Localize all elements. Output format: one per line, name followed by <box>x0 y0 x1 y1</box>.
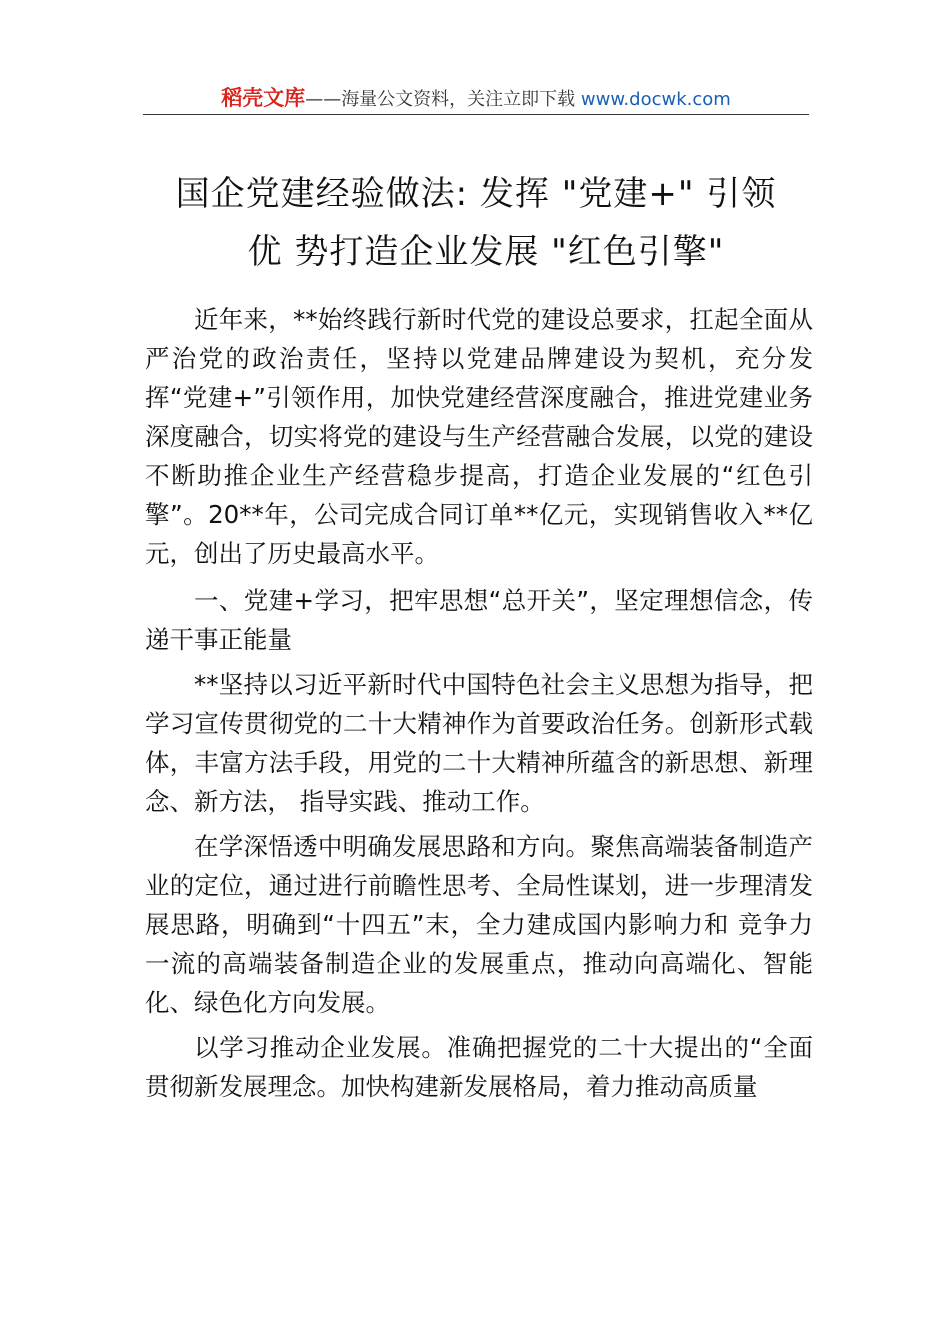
paragraph-2: **坚持以习近平新时代中国特色社会主义思想为指导，把学习宣传贯彻党的二十大精神作为首要政治任务。创新形式载体，丰富方法手段，用党的二十大精神所蕴含的新思想、新理念、新方法， 指导实践、推动工作。 <box>145 670 813 816</box>
section-heading-1: 一、党建+学习，把牢思想“总开关”，坚定理想信念，传递干事正能量 <box>145 586 813 654</box>
title-line-2: 优 势打造企业发展 "红色引擎" <box>247 232 725 272</box>
paragraph-4: 以学习推动企业发展。准确把握党的二十大提出的“全面贯彻新发展理念。加快构建新发展格局，着力推动高质量 <box>145 1033 813 1101</box>
title-line-1: 国企党建经验做法: 发挥 "党建+" 引领 <box>175 174 777 214</box>
document-title <box>143 165 809 281</box>
page-header <box>143 84 809 115</box>
brand-name: 稻壳文库 <box>221 86 306 110</box>
header-tagline: ——海量公文资料，关注立即下载 <box>305 89 581 110</box>
header-line <box>143 86 809 112</box>
paragraph-3: 在学深悟透中明确发展思路和方向。聚焦高端装备制造产业的定位，通过进行前瞻性思考、全局性谋划，进一步理清发展思路，明确到“十四五”末，全力建成国内影响力和 竞争力一流的高端装备制造企业的发展重点，推动向高端化、智能化、绿色化方向发展。 <box>145 832 813 1017</box>
document-body <box>145 300 813 1106</box>
paragraph-intro: 近年来，**始终践行新时代党的建设总要求，扛起全面从严治党的政治责任，坚持以党建品牌建设为契机，充分发挥“党建+”引领作用，加快党建经营深度融合，推进党建业务深度融合，切实将党的建设与生产经营融合发展，以党的建设不断助推企业生产经营稳步提高，打造企业发展的“红色引擎”。20**年，公司完成合同订单**亿元，实现销售收入**亿元，创出了历史最高水平。 <box>145 305 813 568</box>
header-url-link[interactable]: www.docwk.com <box>580 89 731 110</box>
